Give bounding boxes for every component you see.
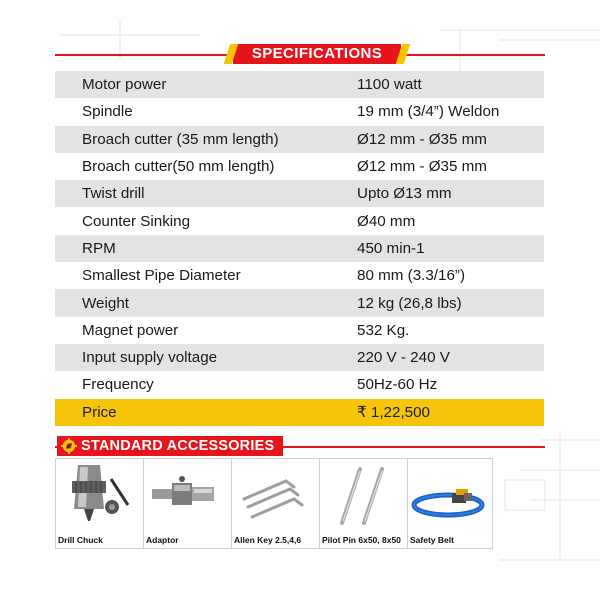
adaptor-icon	[144, 459, 231, 535]
accessory-item	[56, 459, 144, 548]
spec-value: 1100 watt	[357, 76, 422, 94]
accessories-grid	[55, 458, 493, 549]
accessory-label: Safety Belt	[410, 535, 454, 545]
spec-value: Upto Ø13 mm	[357, 185, 452, 203]
accessories-header	[55, 436, 545, 456]
accessories-title: STANDARD ACCESSORIES	[81, 438, 275, 454]
spec-row	[55, 344, 544, 371]
spec-value: 80 mm (3.3/16”)	[357, 267, 466, 285]
accessory-item	[144, 459, 232, 548]
spec-row	[55, 71, 544, 98]
drill-chuck-icon	[56, 459, 143, 535]
accessory-label: Pilot Pin 6x50, 8x50	[322, 535, 401, 545]
spec-label: Magnet power	[82, 321, 179, 339]
spec-label: Broach cutter (35 mm length)	[82, 130, 279, 148]
accessories-title-pill	[57, 436, 283, 456]
spec-row	[55, 180, 544, 207]
accessory-item	[408, 459, 492, 548]
spec-label: RPM	[82, 239, 116, 257]
pilot-pin-icon	[320, 459, 407, 535]
spec-value: 450 min-1	[357, 239, 425, 257]
spec-row	[55, 235, 544, 262]
spec-value: 19 mm (3/4”) Weldon	[357, 103, 500, 121]
spec-label: Twist drill	[82, 185, 145, 203]
spec-label: Frequency	[82, 376, 154, 394]
spec-row	[55, 262, 544, 289]
spec-value: 220 V - 240 V	[357, 349, 450, 367]
price-row	[55, 399, 544, 426]
specifications-title: SPECIFICATIONS	[233, 44, 401, 64]
spec-value: 12 kg (26,8 lbs)	[357, 294, 462, 312]
spec-label: Input supply voltage	[82, 349, 218, 367]
spec-label: Spindle	[82, 103, 133, 121]
spec-row	[55, 317, 544, 344]
spec-row	[55, 98, 544, 125]
specifications-table	[55, 71, 544, 426]
spec-label: Smallest Pipe Diameter	[82, 267, 241, 285]
spec-value: 50Hz-60 Hz	[357, 376, 438, 394]
spec-value: Ø12 mm - Ø35 mm	[357, 130, 487, 148]
gear-icon	[61, 438, 77, 454]
spec-row	[55, 153, 544, 180]
accessory-label: Drill Chuck	[58, 535, 103, 545]
spec-label: Motor power	[82, 76, 167, 94]
price-label: Price	[82, 403, 117, 421]
spec-row	[55, 207, 544, 234]
accessory-label: Allen Key 2.5,4,6	[234, 535, 302, 545]
spec-row	[55, 371, 544, 398]
safety-belt-icon	[408, 459, 492, 535]
spec-value: Ø12 mm - Ø35 mm	[357, 158, 487, 176]
specifications-header	[0, 44, 600, 64]
allen-key-icon	[232, 459, 319, 535]
price-value: ₹ 1,22,500	[357, 404, 431, 422]
spec-label: Broach cutter(50 mm length)	[82, 158, 275, 176]
spec-value: Ø40 mm	[357, 212, 416, 230]
spec-label: Weight	[82, 294, 129, 312]
spec-row	[55, 126, 544, 153]
accessory-item	[320, 459, 408, 548]
accessory-item	[232, 459, 320, 548]
spec-value: 532 Kg.	[357, 321, 410, 339]
accessory-label: Adaptor	[146, 535, 179, 545]
spec-row	[55, 289, 544, 316]
spec-label: Counter Sinking	[82, 212, 191, 230]
